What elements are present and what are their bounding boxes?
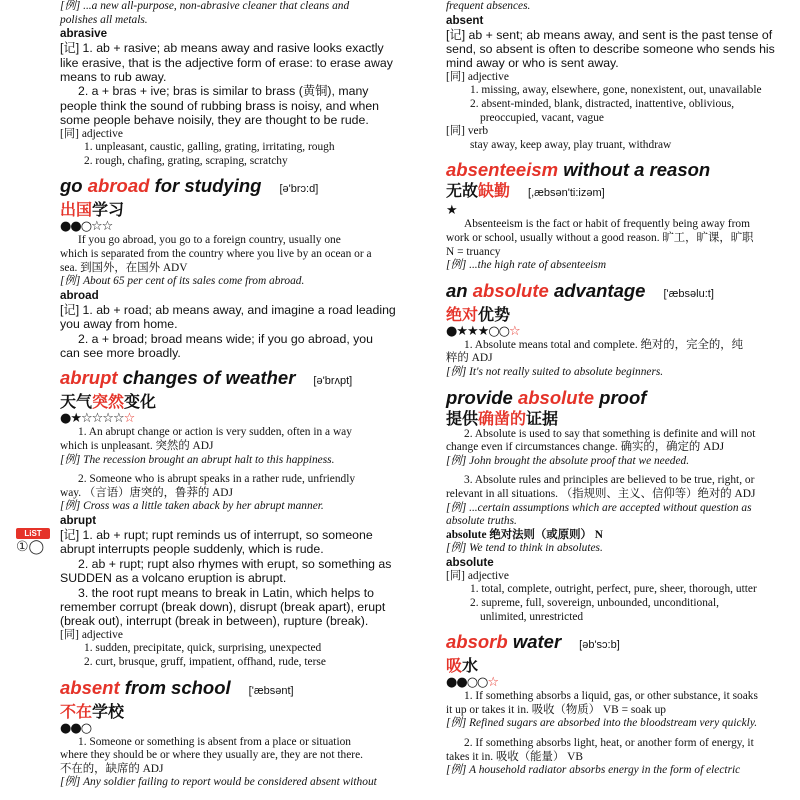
memory-note-abrasive — [60, 41, 415, 127]
chinese-phrase — [446, 409, 796, 428]
definition-line: sea. 到国外，在国外 ADV — [60, 261, 188, 274]
definition-line: Absenteeism is the fact or habit of frequently being away from — [464, 218, 750, 231]
example-line: [例] ...a new all-purpose, non-abrasive cleaner that cleans and — [60, 0, 350, 12]
chinese-highlight: 不在 — [60, 701, 93, 721]
heading-pre: an — [446, 279, 473, 301]
definition-line: N = truancy — [446, 245, 501, 258]
frequency-rating: ★ — [446, 203, 457, 219]
definition-line: which is separated from the country where you live by an ocean or a — [60, 248, 372, 260]
rating-empty: ○○ — [488, 323, 509, 339]
rating-red: ☆ — [487, 675, 499, 691]
note-line: 2. a + broad; broad means wide; if you go abroad, you — [78, 331, 373, 346]
rating-filled: ●★ — [60, 411, 81, 427]
example-line: [例] The recession brought an abrupt halt to this happiness. — [60, 453, 335, 466]
note-line: people think the sound of rubbing brass is noisy, and when — [60, 98, 380, 113]
rating-filled: ●★★★ — [446, 323, 489, 339]
headword: abroad — [87, 175, 150, 197]
definition-line: 2. Someone who is abrupt speaks in a rather rude, unfriendly — [78, 473, 356, 486]
synonym-line: stay away, keep away, play truant, withdraw — [470, 138, 672, 151]
definition-line: 2. Absolute is used to say that something is definite and will not — [464, 427, 756, 440]
synonym-line: 2. curt, brusque, gruff, impatient, offhand, rude, terse — [84, 656, 326, 668]
heading-pre: provide — [446, 386, 518, 408]
frequency-rating — [60, 721, 415, 736]
example-line: [例] ...the high rate of absenteeism — [446, 259, 607, 272]
rating-empty: ○○ — [466, 675, 488, 691]
chinese-phrase — [60, 702, 415, 721]
memory-note-abrupt — [60, 528, 415, 629]
headword: absorb — [446, 631, 508, 653]
chinese-rest: 优势 — [478, 304, 511, 324]
definition-line: change even if circumstances change. 确实的，确定的 ADJ — [446, 441, 725, 454]
chinese-rest: 无故 — [446, 181, 479, 201]
headword: absenteeism — [446, 159, 559, 181]
right-column — [446, 0, 796, 778]
note-line: like erasive, that is the adjective form of erase: to erase away — [60, 55, 393, 70]
definition-line: 1. Someone or something is absent from a place or situation — [78, 735, 352, 748]
frequency-rating — [60, 219, 415, 234]
headword: absolute — [472, 279, 549, 301]
headword: absent — [60, 676, 120, 698]
synonym-label: [同] adjective — [446, 70, 509, 83]
frequency-rating — [446, 675, 796, 690]
memory-note-absent — [446, 28, 796, 71]
rating-empty: ○☆☆ — [80, 219, 113, 235]
note-line: [记] 1. ab + rupt; rupt reminds us of interrupt, so someone — [60, 527, 373, 542]
note-line: 2. ab + rupt; rupt also rhymes with erupt, so something as — [78, 556, 392, 571]
definition-line: where they should be or where they usually are, they are not there. — [60, 749, 364, 762]
note-line: SUDDEN as a volcano eruption is abrupt. — [60, 571, 287, 586]
entry-heading-absorb — [446, 631, 796, 656]
heading-post: water — [507, 631, 562, 653]
example-line: [例] ...certain assumptions which are accepted without question as — [446, 501, 752, 514]
chinese-highlight: 吸 — [446, 656, 463, 676]
entry-heading-abrupt — [60, 367, 415, 392]
synonym-line: 1. unpleasant, caustic, galling, grating, irritating, rough — [84, 141, 335, 154]
chinese-rest: 学校 — [92, 701, 125, 721]
definition-line: work or school, usually without a good reason. 旷工，旷课，旷职 — [446, 231, 754, 244]
rating-filled: ●● — [446, 675, 467, 691]
list-badge: LiST — [16, 528, 50, 539]
example-line: [例] We tend to think in absolutes. — [446, 542, 603, 555]
definition-line: 不在的，缺席的 ADJ — [60, 762, 164, 775]
example-line: polishes all metals. — [60, 13, 148, 26]
chinese-rest: 提供 — [446, 408, 479, 428]
note-line: 3. the root rupt means to break in Latin, which helps to — [78, 585, 374, 600]
definition-line: takes it in. 吸收（能量） VB — [446, 750, 583, 763]
chinese-highlight: 确凿的 — [478, 408, 527, 428]
note-line: can see more broadly. — [60, 346, 181, 360]
chinese-rest: 天气 — [60, 392, 93, 412]
definition-line: 1. Absolute means total and complete. 绝对的，完全的，纯 — [464, 338, 744, 351]
heading-post: advantage — [548, 279, 646, 301]
synonym-line: unlimited, unrestricted — [480, 610, 584, 623]
pronunciation: [əb'sɔ:b] — [579, 639, 620, 652]
entry-heading-absolute-proof — [446, 387, 796, 409]
definition-line: relevant in all situations. （指规则、主义、信仰等）绝对的 ADJ — [446, 487, 756, 500]
example-line: [例] Any soldier failing to report would be considered absent without — [60, 776, 377, 789]
synonym-line: 1. sudden, precipitate, quick, surprising, unexpected — [84, 642, 322, 655]
synonym-line: 2. absent-minded, blank, distracted, inattentive, oblivious, — [470, 98, 735, 110]
synonym-label: [同] adjective — [60, 628, 123, 641]
word-label-abrasive: abrasive — [60, 27, 108, 41]
chinese-phrase — [446, 181, 796, 203]
example-line: [例] Refined sugars are absorbed into the bloodstream very quickly. — [446, 717, 758, 730]
definition-line: 3. Absolute rules and principles are believed to be true, right, or — [464, 474, 755, 487]
heading-post: changes of weather — [117, 367, 296, 389]
rating-red: ☆ — [123, 411, 135, 427]
note-line: you away from home. — [60, 317, 178, 332]
synonym-line: 1. missing, away, elsewhere, gone, nonexistent, out, unavailable — [470, 84, 762, 97]
headword: absolute — [517, 386, 595, 408]
frequency-rating — [446, 324, 796, 339]
list-circles: ①◯ — [16, 539, 45, 555]
note-line: means to rub away. — [60, 70, 167, 84]
example-line: [例] John brought the absolute proof that we needed. — [446, 454, 690, 467]
chinese-phrase — [60, 392, 415, 411]
pronunciation: ['æbsənt] — [248, 684, 294, 697]
pronunciation: [ə'brɔ:d] — [279, 183, 319, 196]
chinese-phrase — [446, 656, 796, 675]
example-line: [例] About 65 per cent of its sales come from abroad. — [60, 275, 305, 288]
definition-line: way. （言语）唐突的，鲁莽的 ADJ — [60, 486, 233, 499]
definition-line: it up or takes it in. 吸收（物质） VB = soak up — [446, 703, 666, 716]
chinese-rest: 证据 — [526, 408, 559, 428]
entry-heading-absent — [60, 677, 415, 702]
note-line: remember corrupt (break down), disrupt (break apart), erupt — [60, 600, 386, 614]
pronunciation: [,æbsən'ti:izəm] — [528, 187, 605, 200]
heading-post: proof — [594, 386, 647, 408]
synonym-line: 2. supreme, full, sovereign, unbounded, unconditional, — [470, 597, 719, 610]
chinese-highlight: 缺勤 — [478, 181, 511, 201]
memory-note-abroad — [60, 303, 415, 361]
note-line: [记] ab + sent; ab means away, and sent is the past tense of — [446, 27, 773, 42]
synonym-line: 1. total, complete, outright, perfect, pure, sheer, thorough, utter — [470, 583, 757, 596]
chinese-highlight: 绝对 — [446, 304, 479, 324]
heading-pre: go — [60, 175, 88, 197]
synonym-label: [同] adjective — [446, 569, 509, 582]
chinese-highlight: 出国 — [60, 200, 93, 220]
heading-post: from school — [119, 676, 231, 698]
headword: abrupt — [60, 367, 118, 389]
list-marker — [16, 528, 52, 568]
frequency-rating — [60, 411, 415, 426]
example-line: [例] A household radiator absorbs energy in the form of electric — [446, 764, 741, 777]
example-line: [例] It's not really suited to absolute beginners. — [446, 365, 664, 378]
word-label-absolute: absolute — [446, 555, 494, 569]
entry-heading-absenteeism — [446, 159, 796, 181]
note-line: (break out), interrupt (break in between), rupture (break). — [60, 614, 369, 629]
pronunciation: [ə'brʌpt] — [313, 375, 353, 388]
example-line: frequent absences. — [446, 0, 531, 12]
entry-heading-abroad — [60, 175, 415, 200]
note-line: send, so absent is often to describe someone who sends his — [446, 42, 775, 56]
rating-empty: ☆☆☆☆ — [81, 411, 124, 427]
chinese-rest: 学习 — [92, 200, 125, 220]
synonym-line: preoccupied, vacant, vague — [480, 111, 604, 124]
note-line: some people behave noisily, they are thought to be rude. — [60, 113, 369, 128]
rating-red: ☆ — [509, 323, 520, 339]
chinese-phrase — [446, 305, 796, 324]
chinese-highlight: 突然 — [92, 392, 125, 412]
entry-heading-absolute — [446, 280, 796, 305]
definition-line: If you go abroad, you go to a foreign country, usually one — [78, 234, 341, 247]
definition-line: 2. If something absorbs light, heat, or another form of energy, it — [464, 737, 754, 750]
chinese-phrase — [60, 200, 415, 219]
note-line: 2. a + bras + ive; bras is similar to brass (黄铜), many — [78, 84, 369, 99]
chinese-rest: 水 — [462, 656, 479, 676]
synonym-label: [同] verb — [446, 125, 489, 138]
note-line: mind away or who is sent away. — [446, 56, 619, 71]
rating-filled: ●● — [60, 720, 81, 736]
definition-line: 粹的 ADJ — [446, 352, 493, 365]
definition-line: 1. If something absorbs a liquid, gas, or other substance, it soaks — [464, 690, 758, 703]
note-line: [记] 1. ab + road; ab means away, and imagine a road leading — [60, 302, 396, 317]
note-line: abrupt interrupts people suddenly, which is rude. — [60, 542, 324, 557]
chinese-rest: 变化 — [124, 392, 157, 412]
word-label-absent: absent — [446, 13, 484, 27]
synonym-line: 2. rough, chafing, grating, scraping, scratchy — [84, 154, 288, 167]
definition-line: 1. An abrupt change or action is very sudden, often in a way — [78, 426, 352, 439]
heading-post: without a reason — [558, 159, 711, 181]
synonym-label: [同] adjective — [60, 127, 123, 140]
word-label-abrupt: abrupt — [60, 513, 97, 527]
pronunciation: ['æbsəlu:t] — [663, 287, 714, 300]
left-column — [60, 0, 415, 790]
word-label-abroad: abroad — [60, 288, 99, 302]
rating-empty: ○ — [80, 720, 92, 736]
heading-post: for studying — [149, 175, 262, 197]
note-line: [记] 1. ab + rasive; ab means away and rasive looks exactly — [60, 41, 384, 56]
example-line: [例] Cross was a little taken aback by her abrupt manner. — [60, 500, 324, 513]
rating-filled: ●● — [60, 219, 81, 235]
example-line: absolute truths. — [446, 515, 517, 528]
definition-line: which is unpleasant. 突然的 ADJ — [60, 440, 214, 452]
noun-sense-line: absolute 绝对法则（或原则） N — [446, 528, 603, 541]
